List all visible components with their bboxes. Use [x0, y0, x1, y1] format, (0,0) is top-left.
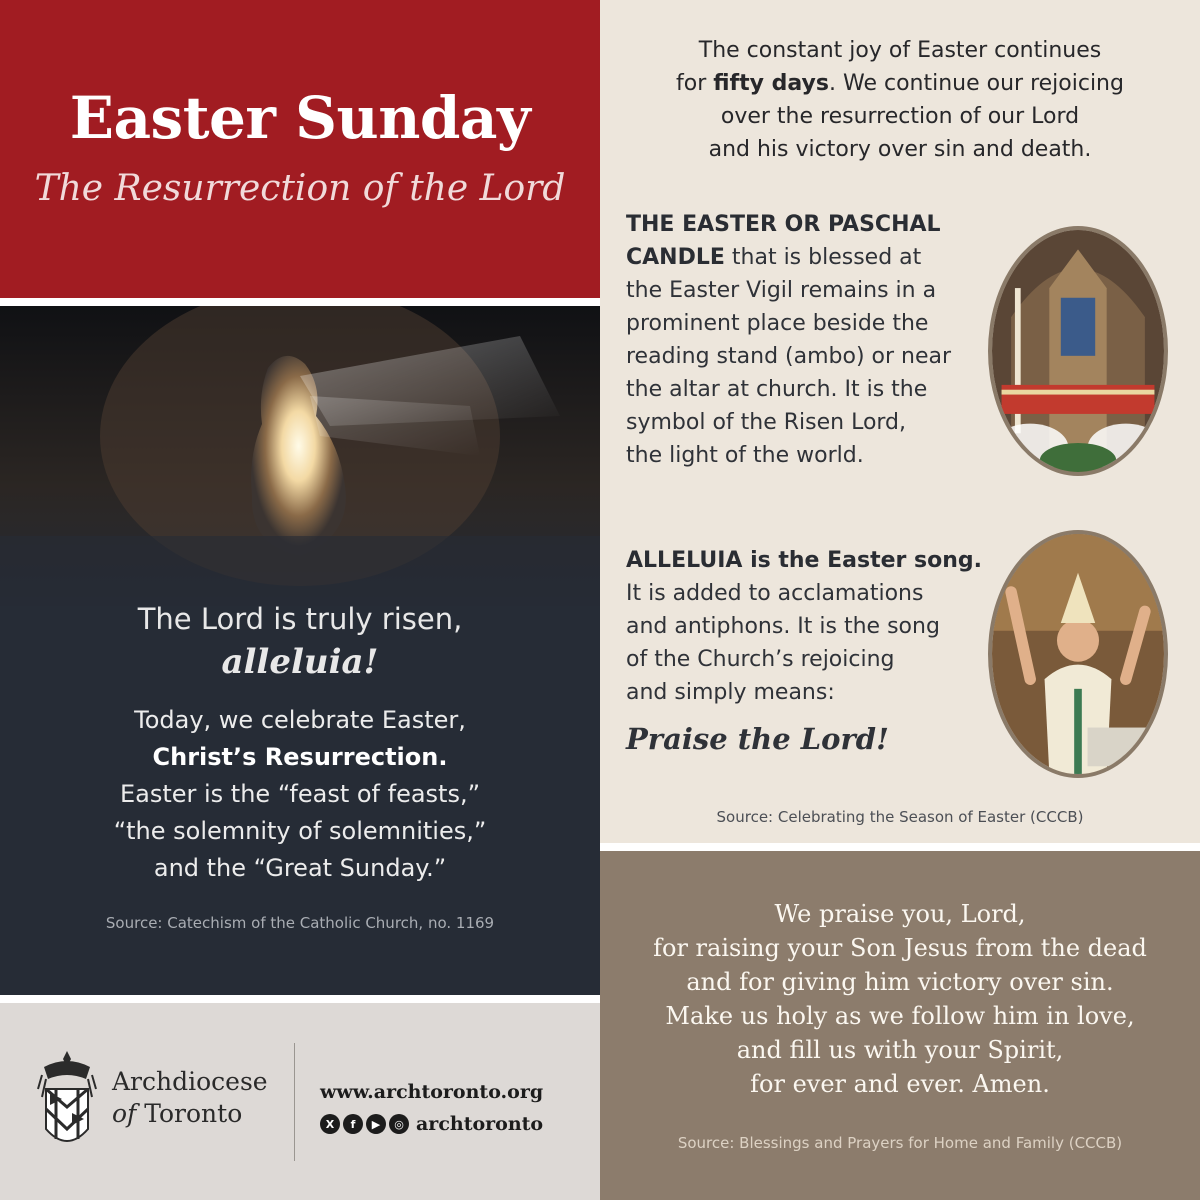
body-line: Today, we celebrate Easter,: [134, 706, 466, 734]
archbishop-photo: [988, 530, 1168, 778]
prayer-source: Source: Blessings and Prayers for Home and Family (CCCB): [677, 1134, 1123, 1152]
celebration-text: [0, 702, 600, 887]
prayer-line: and fill us with your Spirit,: [736, 1036, 1064, 1064]
alleluia-line: is the Easter song.: [742, 548, 983, 573]
body-line-bold: Christ’s Resurrection.: [152, 743, 448, 771]
prayer-line: for ever and ever. Amen.: [750, 1070, 1050, 1098]
alleluia-text-block: [626, 544, 996, 709]
resurrection-panel: [0, 306, 600, 995]
body-line: “the solemnity of solemnities,”: [113, 817, 487, 845]
intro-line: over the resurrection of our Lord: [720, 104, 1080, 129]
org-name-city: Toronto: [144, 1099, 243, 1128]
alleluia-line: It is added to acclamations: [626, 581, 924, 606]
logo-panel: [0, 1003, 600, 1200]
alleluia-heading: ALLELUIA: [626, 548, 743, 573]
social-links: [320, 1111, 543, 1137]
intro-text: [600, 34, 1200, 166]
intro-line: [600, 67, 1200, 100]
candle-heading: CANDLE: [626, 245, 725, 270]
alleluia-line: and simply means:: [626, 680, 835, 705]
catechism-source: Source: Catechism of the Catholic Church, no. 1169: [105, 914, 495, 932]
candle-line: the light of the world.: [626, 443, 864, 468]
intro-line: The constant joy of Easter continues: [698, 38, 1102, 63]
candle-line: the altar at church. It is the: [626, 377, 928, 402]
instagram-icon[interactable]: ◎: [389, 1114, 409, 1134]
org-name-line1: Archdiocese: [112, 1067, 268, 1096]
logo-divider: [294, 1043, 295, 1161]
prayer-line: for raising your Son Jesus from the dead: [653, 934, 1147, 962]
website-link[interactable]: www.archtoronto.org: [320, 1081, 544, 1103]
empty-tomb-image: [0, 306, 600, 606]
risen-line: The Lord is truly risen,: [137, 602, 463, 636]
body-line: and the “Great Sunday.”: [153, 854, 447, 882]
prayer-panel: [600, 851, 1200, 1200]
archdiocese-crest-icon: [36, 1049, 98, 1159]
easter-season-panel: [600, 0, 1200, 843]
alleluia-line: of the Church’s rejoicing: [626, 647, 895, 672]
cccb-source: Source: Celebrating the Season of Easter (CCCB): [716, 808, 1084, 826]
intro-pre: for: [676, 71, 707, 96]
intro-post: . We continue our rejoicing: [829, 71, 1124, 96]
alleluia-line: and antiphons. It is the song: [626, 614, 940, 639]
page-title: Easter Sunday: [69, 84, 531, 152]
praise-the-lord: Praise the Lord!: [626, 722, 889, 756]
candle-line: prominent place beside the: [626, 311, 929, 336]
alleluia-text: alleluia!: [221, 642, 379, 682]
youtube-icon[interactable]: ▶: [366, 1114, 386, 1134]
prayer-line: We praise you, Lord,: [774, 900, 1026, 928]
prayer-text: [600, 897, 1200, 1101]
candle-heading: THE EASTER OR PASCHAL: [626, 212, 941, 237]
header-panel: [0, 0, 600, 298]
candle-line: symbol of the Risen Lord,: [626, 410, 907, 435]
prayer-line: and for giving him victory over sin.: [686, 968, 1114, 996]
page-subtitle: The Resurrection of the Lord: [34, 168, 566, 209]
paschal-candle-text: [626, 208, 986, 472]
intro-line: and his victory over sin and death.: [708, 137, 1092, 162]
prayer-line: Make us holy as we follow him in love,: [665, 1002, 1135, 1030]
org-name-line2: [112, 1099, 242, 1128]
x-icon[interactable]: X: [320, 1114, 340, 1134]
candle-line: that is blessed at: [724, 245, 922, 270]
candle-line: the Easter Vigil remains in a: [626, 278, 937, 303]
fifty-days-text: fifty days: [713, 71, 829, 96]
body-line: Easter is the “feast of feasts,”: [119, 780, 481, 808]
org-name-of: of: [112, 1099, 137, 1128]
facebook-icon[interactable]: f: [343, 1114, 363, 1134]
candle-line: reading stand (ambo) or near: [626, 344, 952, 369]
social-handle[interactable]: archtoronto: [416, 1113, 544, 1135]
cathedral-altar-photo: [988, 226, 1168, 476]
